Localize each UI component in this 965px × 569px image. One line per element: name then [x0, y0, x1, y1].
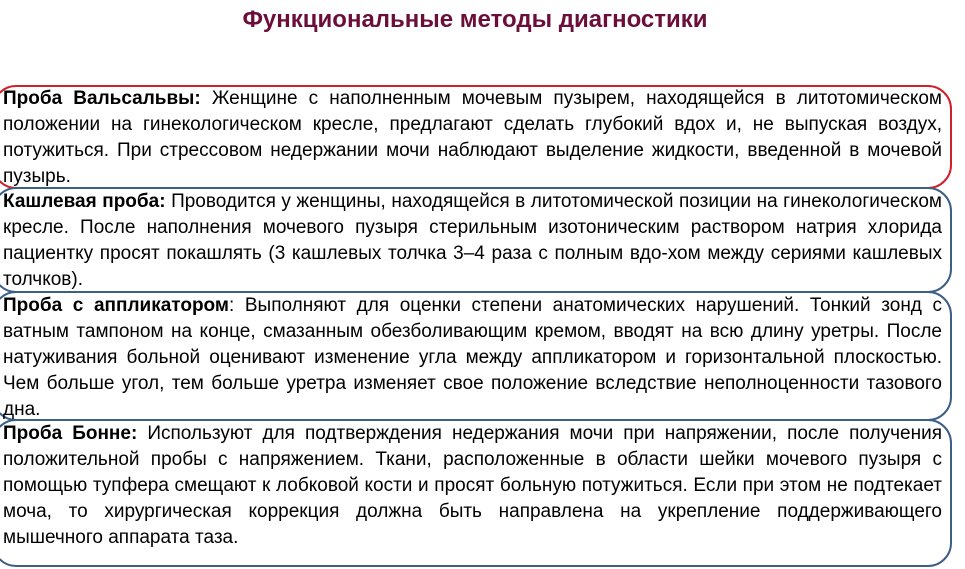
valsalva-text: Женщине с наполненным мочевым пузырем, находящейся в литотомическом положении на гинекологическом кресле, предлагают сделать глубокий вдох и, не выпуская воздух, потужиться. При стрессовом недержании мочи наблюдают выделение жидкости, введенной в мочевой пузырь.: [3, 88, 942, 187]
valsalva-term: Проба Вальсальвы:: [3, 88, 201, 109]
bonney-test-term: Проба Бонне:: [3, 423, 138, 444]
applicator-test-term: Проба с аппликатором: [3, 295, 229, 316]
cough-test-text: Проводится у женщины, находящейся в литотомической позиции на гинекологическом кресле. После наполнения мочевого пузыря стерильным изотоническим раствором натрия хлорида пациентку просят покашлять (3 кашлевых толчка 3–4 раза с полным вдо-хом между сериями кашлевых толчков).: [3, 191, 942, 290]
valsalva-section: [3, 86, 942, 190]
cough-test-section: [3, 189, 942, 293]
bonney-test-text: Используют для подтверждения недержания мочи при напряжении, после получения положительной пробы с напряжением. Ткани, расположенные в области шейки мочевого пузыря с помощью тупфера смещают к лобковой кости и просят больную потужиться. Если при этом не подтекает моча, то хирургическая коррекция должна быть направлена на укрепление поддерживающего мышечного аппарата таза.: [3, 423, 943, 548]
cough-test-term: Кашлевая проба:: [3, 191, 166, 212]
applicator-test-section: [3, 293, 942, 423]
bonney-test-section: [3, 421, 942, 551]
applicator-test-text: : Выполняют для оценки степени анатомических нарушений. Тонкий зонд с ватным тампоном на конце, смазанным обезболивающим кремом, вводят на всю длину уретры. После натуживания больной оценивают изменение угла между аппликатором и горизонтальной плоскостью. Чем больше угол, тем больше уретра изменяет свое положение вследствие неполноценности тазового дна.: [3, 295, 942, 420]
page-title: Функциональные методы диагностики: [242, 6, 708, 33]
